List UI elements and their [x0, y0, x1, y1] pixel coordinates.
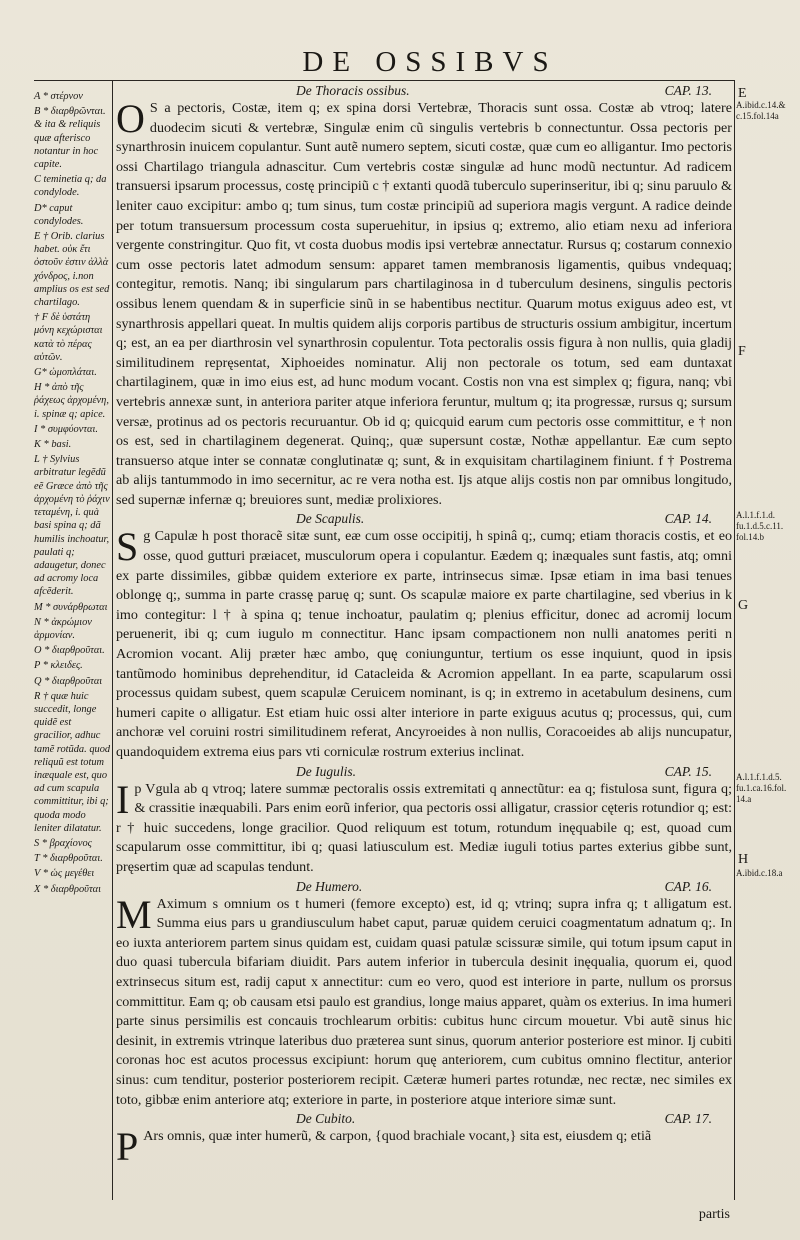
paragraph-text: Aximum s omnium os t humeri (femore excepto) est, id q; vtrinq; supra infra q; t alligatum est. Summa eius pars u grandiusculum habet caput, paruæ quidem ceruici coagmentatum adnatum q;. In eo iuxta anteriorem partem sinus quidam est, cuidam quasi patulæ scissuræ simile, qui totum ipsum caput in duo quasi tubercula bifariam diuidit. Pars autem inferior in tubercula desinit inęqualia, quorum ei, quod extrinsecus situm est, radij caput x annectitur: cum eo vero, quod est interiore in parte, nullum os prorsus committitur. Eam q; ob causam etsi paulo est grandius, longe maius apparet, quàm os exterius. In ima humeri parte sinus persimilis est concauis trochlearum orbitis: cubitus hunc circum mouetur. Vbi autẽ sinus hic desinit, in extremis vtrinque lateribus duo præterea sunt sinus, quorum anterior posteriore est minor. Ij cubiti coronas hoc est acutos processus excipiunt: horum quę anteriorem, cum cubitus omnino flectitur, anterior sinus: cum tenditur, posterior posteriorem recipit. Cæteræ humeri partes rotundæ, nec rectæ, nec similes ex toto, gibbæ enim anteriore atq; exteriore in parte, in posteriore atque interiore simæ sunt. — [116, 895, 732, 1108]
chapter-title: De Cubito. — [296, 1111, 356, 1127]
chapter-number: CAP. 14. — [664, 511, 712, 527]
chapter-title: De Humero. — [296, 878, 363, 894]
margin-note: N * ἀκρώμιον ἁρμονίαν. — [34, 616, 92, 641]
margin-note: V * ὡς μεγέθει — [34, 868, 95, 880]
top-rule — [34, 80, 734, 81]
margin-note: C teminetia q; da condylode. — [34, 174, 107, 199]
main-text — [116, 82, 732, 1170]
chapter-heading — [116, 880, 732, 894]
chapter-heading — [116, 1112, 732, 1126]
right-margin-note: A.ibid.c.14.& c.15.fol.14a — [736, 100, 786, 121]
margin-letter: G — [738, 598, 749, 613]
catchword: partis — [698, 1207, 730, 1222]
margin-note: I * συμφύονται. — [34, 423, 98, 435]
left-margin-notes — [34, 90, 112, 898]
right-margin-note: A.l.1.f.1.d.5. fu.1.ca.16.fol. 14.a — [736, 772, 787, 804]
chapter-number: CAP. 16. — [664, 878, 712, 894]
margin-note: E † Orib. clarius habet. οὐκ ἔτι ὀστοῦν ἐστιν ἀλλὰ χόνδρος, i.non amplius os est sed chartilago. — [34, 231, 110, 309]
left-margin-rule — [112, 80, 113, 1200]
drop-cap: S — [116, 524, 139, 570]
running-header: DE OSSIBVS — [302, 46, 558, 78]
chapter-title: De Iugulis. — [296, 763, 356, 779]
chapter-paragraph — [116, 1124, 732, 1170]
paragraph-text: Ars omnis, quæ inter humerũ, & carpon, {quod brachiale vocant,} sita est, eiusdem q; etiã — [143, 1128, 652, 1145]
margin-letter: E — [738, 86, 747, 101]
margin-note: S * βραχίονος — [34, 837, 92, 849]
margin-note: B * διαρθρῶνται. & ita & reliquis quæ afterisco notantur in hoc capite. — [34, 106, 106, 171]
right-margin-note: A.l.1.f.1.d. fu.1.d.5.c.11. fol.14.b — [736, 510, 784, 542]
margin-note: A * στέρνον — [34, 91, 83, 102]
drop-cap: M — [116, 891, 152, 937]
chapter-paragraph — [116, 524, 732, 762]
margin-note: D* caput condylodes. — [34, 202, 84, 227]
right-margin-rule — [734, 80, 735, 1200]
chapter-paragraph — [116, 96, 732, 510]
margin-note: X * διαρθροῦται — [34, 883, 102, 895]
chapter-heading — [116, 765, 732, 779]
drop-cap: I — [116, 776, 130, 822]
margin-letter: F — [738, 344, 746, 359]
margin-note: K * basi. — [34, 439, 72, 451]
chapter-heading — [116, 84, 732, 98]
chapter-title: De Thoracis ossibus. — [296, 83, 410, 98]
margin-note: O * διαρθροῦται. — [34, 645, 105, 657]
margin-letter: H — [738, 852, 749, 867]
margin-note: L † Sylvius arbitratur legẽdũ eẽ Græce ἀπὸ τῆς ἀρχομένη τὸ ῥάχιν τεταμένη, i. quà basi spina q; dã humilis inchoatur, paulati q; adaugetur, donec ad acromy loca afcẽderit. — [34, 454, 110, 598]
paragraph-text: p Vgula ab q vtroq; latere summæ pectoralis ossis extremitati q annectũtur: ea q; fistulosa sunt, figura q; & crassitie inæquabili. Pars enim eorũ inferior, qua pectoris ossi alligatur, crassior cęteris rotundior q; est: r † huic succedens, longe gracilior. Quod reliquum est totum, rotundum inęquabile q; est, quoad cum scapularum osse committitur, ibi q; quasi latiusculum est. Mediæ iuguli totius partes exterius gibbe sunt, pręsertim quæ ad scapulas tendunt. — [116, 780, 732, 875]
margin-note: H * ἀπὸ τῆς ῥάχεως ἀρχομένη, i. spinæ q; apice. — [34, 382, 109, 420]
paragraph-text: S a pectoris, Costæ, item q; ex spina dorsi Vertebræ, Thoracis sunt ossa. Costæ ab vtroq; latere duodecim sicuti & vertebræ, Singulæ enim cũ singulis vertebris b connectuntur. Ossa pectoris per synarthrosin inuicem copulantur. Sunt autẽ numero septem, sicuti costæ, quæ cum eo alligantur. Imo pectoris ossi Chartilago triangula adnascitur. Cum vertebris costæ singulæ ad hunc modũ nectuntur. Ad radicem transuersi ipsarum processus, costę principiũ c † extanti quodã tuberculo superinseritur, ibi q; sinu paruulo & leniter cauo excipitur: ambo q; tum sinus, tum costæ principiũ ad superiora magis vergunt. A radice deinde per totum transuersum processum costa superuehitur, in ipsius q; extremo, alio etiam nexu ad inferiora vergente constringitur. Quo fit, vt costa duobus modis ipsi vertebræ annectatur. Rursus q; costarum connexio cum osse pectoris latet admodum sensum: apparet tamen membranosis ligamentis, quibus vndequaq; contegitur, remotis. Nanq; ibi singularum pars chartilaginosa in d tuberculum desinens, singulis pectoris ossibus lenem quendam & in superficie sinũ in se habentibus nectitur. Quarum motus exiguus adeo est, vt synarthrosis appellari queat. In multis quidem alijs corporis partibus de structuris ossium ambigitur, incertum q; est, an ea per diarthrosin vel synarthrosin copulentur. Tota pectoralis ossis figura à non nullis, quia gladij similitudinem repręsentat, Xiphoeides nominatur. Alij non pectorale os totum, sed eam duntaxat chartilaginem, quæ in imo eius est, ad hunc modum vocant. Costis non vna est simplex q; figura, nanq; vbi vertebris annexæ sunt, in anteriora pariter atque inferiora feruntur, multum q; ita progressæ, rursus q; sursum versæ, protinus ad os pectoris recuruantur. Ob id q; quicquid earum cum pectoris osse committitur, e † non os est, sed in chartilaginem degenerat. Quinq;, quæ supersunt costæ, Nothæ appellantur. Eæ cum septo transuerso atque inter se connatæ conglutinatæ q; sunt, & in exquisitam chartilaginem finiunt. f † Postrema ab alijs tantummodo in imo secernitur, ac re vera notha est. Ijs atque alijs costis non par omnibus longitudo, sed supernæ infernæ q; breuiores sunt, mediæ prolixiores. — [116, 100, 732, 508]
margin-note: G* ὠμοπλάται. — [34, 367, 97, 379]
chapter-paragraph — [116, 891, 732, 1111]
margin-note: M * συνάρθρωται — [34, 601, 108, 613]
drop-cap: O — [116, 96, 145, 141]
paragraph-text: g Capulæ h post thoracẽ sitæ sunt, eæ cum osse occipitij, h spinâ q;, cumq; etiam thoracis costis, et eo osse, quod gutturi præiacet, musculorum opera i copulantur. Eædem q; inæquales sunt fastis, atq; omni ex parte dissimiles, gibbæ quidem exteriore ex parte, intrinsecus simæ. Ipsæ etiam in ima basi tenues oblongę q;, summa in parte crassę paruę q; sunt. Os scapulæ maiore ex parte chartilagine, sed vberius in k imo contegitur: l † à spina q; tenue inchoatur, paulatim q; plenius efficitur, donec ad acromij locum peruenerit, ibi q; cum iugulo m connectitur. Hanc ipsam compactionem non nulli anatomes periti n Acromion vocant. Alij præter hæc ambo, quę coniunguntur, tertium os esse inquiunt, quod in ipsis tantũmodo hominibus deprehenditur, id Catacleida & Acromion appellant. In ea parte, scapularum ossi processus quidam subest, quem scapulæ Ceruicem nominant, is q; in extremo in acetabulum desinens, cum humeri capite o alligatur. Est etiam huic ossi alter interiore in parte exiguus acutus q; processus, qui, cum anchoræ vel coruini rostri similitudinem referat, Ancyroeides à non nullis, Coracoeides ab alijs nuncupatur, quandoquidem extrema eius pars vti corniculæ rostrum exterius inclinat. — [116, 528, 732, 760]
right-margin-note: A.ibid.c.18.a — [736, 868, 783, 878]
chapter-number: CAP. 17. — [664, 1111, 712, 1127]
drop-cap: P — [116, 1124, 139, 1170]
margin-note: Q * διαρθροῦται — [34, 675, 103, 687]
margin-note: R † quæ huic succedit, longe quidẽ est gracilior, adhuc tamẽ rotũda. quod reliquũ est totum inæquale est, quo ad cum scapula committitur, ibi q; quoda modo leniter dilatatur. — [34, 690, 111, 834]
chapter-heading — [116, 512, 732, 526]
chapter-paragraph — [116, 776, 732, 878]
chapter-number: CAP. 15. — [664, 763, 712, 779]
margin-note: P * κλειδες. — [34, 660, 83, 672]
margin-note: † F δὲ ὑστάτη μόνη κεχώρισται κατὰ τὸ πέρας αὐτῶν. — [34, 312, 103, 363]
chapter-number: CAP. 13. — [664, 83, 712, 98]
margin-note: T * διαρθροῦται. — [34, 853, 103, 865]
chapter-title: De Scapulis. — [296, 511, 365, 527]
